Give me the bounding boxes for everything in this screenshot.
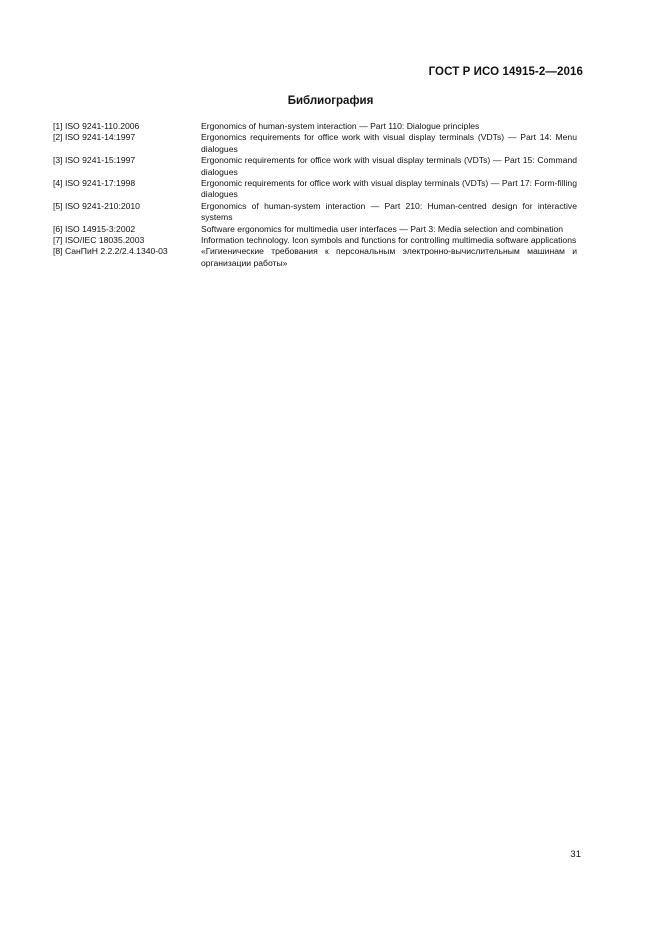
entry-reference: [2] ISO 9241-14:1997 xyxy=(53,132,136,143)
entry-reference: [7] ISO/IEC 18035.2003 xyxy=(53,235,145,246)
entry-title: Ergonomics of human-system interaction — Part 110: Dialogue principles xyxy=(201,121,480,131)
bibliography-entry xyxy=(53,155,577,178)
bibliography-entry xyxy=(53,235,577,246)
section-title: Библиография xyxy=(287,95,374,107)
document-code-header: ГОСТ Р ИСО 14915-2—2016 xyxy=(428,66,583,78)
bibliography-entry xyxy=(53,246,577,269)
page-number: 31 xyxy=(570,849,581,860)
entry-title: Ergonomics requirements for office work with visual display terminals (VDTs) — Part 14: Menu dialogues xyxy=(201,132,577,154)
bibliography-entry xyxy=(53,201,577,224)
bibliography-entry xyxy=(53,132,577,155)
entry-title: Ergonomics of human-system interaction — Part 210: Human-centred design for interactive systems xyxy=(201,200,577,223)
entry-title: Software ergonomics for multimedia user interfaces — Part 3: Media selection and combination xyxy=(201,223,564,234)
entry-reference: [6] ISO 14915-3:2002 xyxy=(53,223,136,234)
bibliography-list xyxy=(53,121,577,269)
entry-reference: [4] ISO 9241-17:1998 xyxy=(53,178,136,189)
entry-title: Ergonomic requirements for office work with visual display terminals (VDTs) — Part 15: Command dialogues xyxy=(201,155,577,177)
entry-reference: [8] СанПиН 2.2.2/2.4.1340-03 xyxy=(53,246,168,257)
bibliography-entry xyxy=(53,121,577,132)
bibliography-entry xyxy=(53,178,577,201)
entry-reference: [1] ISO 9241-110.2006 xyxy=(53,121,140,131)
entry-reference: [3] ISO 9241-15:1997 xyxy=(53,155,136,166)
entry-title: Information technology. Icon symbols and functions for controlling multimedia software applications xyxy=(201,235,577,246)
entry-reference: [5] ISO 9241-210:2010 xyxy=(53,200,140,211)
entry-title: «Гигиенические требования к персональным электронно-вычислительным машинам и организации работы» xyxy=(201,246,577,268)
entry-title: Ergonomic requirements for office work with visual display terminals (VDTs) — Part 17: Form-filling dialogues xyxy=(201,178,577,200)
bibliography-entry xyxy=(53,224,577,235)
